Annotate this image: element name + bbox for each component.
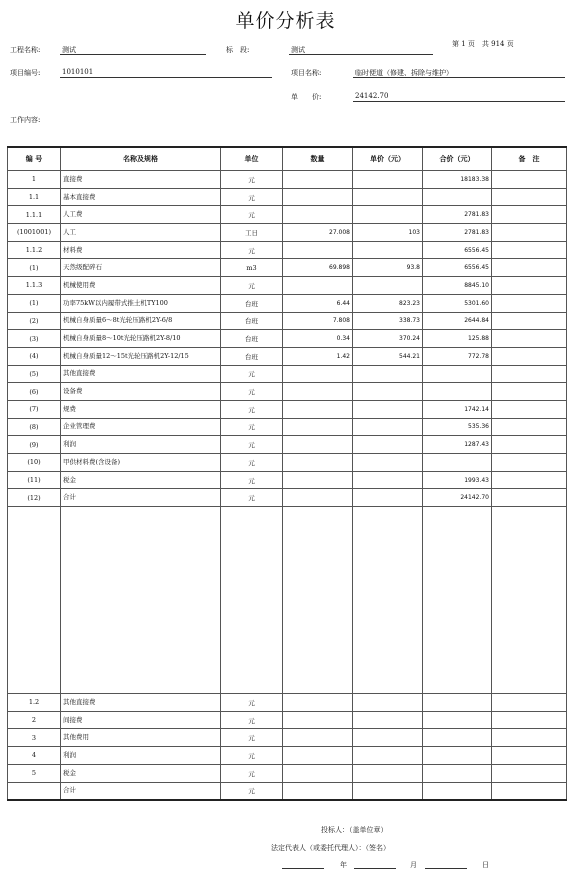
row-total [423, 747, 492, 765]
row-unit-price [353, 729, 423, 747]
representative-signature-label: 法定代表人（或委托代理人）：（签名） [271, 844, 390, 852]
underline [353, 101, 565, 102]
row-seq: (1) [8, 294, 61, 312]
row-quantity [283, 383, 353, 401]
row-unit: 元 [221, 383, 283, 401]
row-name: 甲供材料费(含设备) [61, 454, 221, 472]
row-unit-price [353, 764, 423, 782]
row-total: 8845.10 [423, 277, 492, 295]
row-unit-price [353, 782, 423, 800]
row-total [423, 365, 492, 383]
project-name-label: 工程名称: [10, 46, 41, 54]
column-header: 数量 [283, 147, 353, 171]
row-quantity: 0.34 [283, 330, 353, 348]
row-seq: 1.1.2 [8, 241, 61, 259]
table-row [8, 330, 567, 348]
row-remark [492, 711, 567, 729]
row-total: 2644.84 [423, 312, 492, 330]
row-total: 535.36 [423, 418, 492, 436]
row-unit: 元 [221, 365, 283, 383]
row-unit: 元 [221, 747, 283, 765]
table-row [8, 365, 567, 383]
table-row [8, 489, 567, 507]
row-unit-price [353, 400, 423, 418]
column-header: 名称及规格 [61, 147, 221, 171]
row-seq: (9) [8, 436, 61, 454]
row-unit: 台班 [221, 294, 283, 312]
row-remark [492, 418, 567, 436]
row-total [423, 764, 492, 782]
row-unit: 台班 [221, 330, 283, 348]
row-unit-price: 103 [353, 224, 423, 242]
work-content-label: 工作内容: [10, 116, 41, 124]
table-body [8, 171, 567, 507]
project-code-label: 项目编号: [10, 69, 41, 77]
row-unit-price [353, 277, 423, 295]
row-name: 利润 [61, 747, 221, 765]
column-header: 合价（元） [423, 147, 492, 171]
row-name: 天然级配碎石 [61, 259, 221, 277]
row-seq: (11) [8, 471, 61, 489]
row-remark [492, 764, 567, 782]
row-total: 125.88 [423, 330, 492, 348]
table-row [8, 277, 567, 295]
month-blank[interactable] [354, 868, 396, 869]
row-remark [492, 277, 567, 295]
unit-price-value: 24142.70 [355, 92, 389, 100]
table-row [8, 782, 567, 800]
table-row [8, 436, 567, 454]
table-row [8, 747, 567, 765]
item-name-value: 临时便道（修建、拆除与维护） [355, 69, 453, 77]
row-total [423, 782, 492, 800]
row-unit-price [353, 383, 423, 401]
row-seq: (4) [8, 347, 61, 365]
row-seq: 1.1.3 [8, 277, 61, 295]
row-seq: 2 [8, 711, 61, 729]
year-blank[interactable] [282, 868, 324, 869]
row-quantity [283, 471, 353, 489]
row-quantity [283, 711, 353, 729]
row-remark [492, 330, 567, 348]
row-unit: 元 [221, 171, 283, 189]
table-header-row [8, 147, 567, 171]
row-remark [492, 383, 567, 401]
row-unit: 元 [221, 729, 283, 747]
row-name: 设备费 [61, 383, 221, 401]
table-row [8, 171, 567, 189]
row-remark [492, 729, 567, 747]
row-total: 1742.14 [423, 400, 492, 418]
row-quantity [283, 489, 353, 507]
row-seq: 4 [8, 747, 61, 765]
day-blank[interactable] [425, 868, 467, 869]
row-name: 规费 [61, 400, 221, 418]
row-seq: 1 [8, 171, 61, 189]
row-quantity: 27.008 [283, 224, 353, 242]
row-total: 2781.83 [423, 206, 492, 224]
row-seq: 1.1.1 [8, 206, 61, 224]
row-remark [492, 436, 567, 454]
row-name: 间接费 [61, 711, 221, 729]
row-total [423, 694, 492, 712]
row-name: 机械使用费 [61, 277, 221, 295]
row-seq: (3) [8, 330, 61, 348]
row-seq: (12) [8, 489, 61, 507]
row-name: 合计 [61, 782, 221, 800]
row-unit-price [353, 365, 423, 383]
row-unit-price [353, 711, 423, 729]
table-body-summary [8, 694, 567, 801]
row-name: 其他直接费 [61, 694, 221, 712]
row-unit-price [353, 171, 423, 189]
row-quantity [283, 454, 353, 472]
table-row [8, 383, 567, 401]
row-total: 1993.43 [423, 471, 492, 489]
row-unit: 元 [221, 436, 283, 454]
row-remark [492, 294, 567, 312]
row-name: 机械自身质量6～8t光轮压路机2Y-6/8 [61, 312, 221, 330]
bidder-signature-label: 投标人：（盖单位章） [321, 826, 388, 834]
row-name: 税金 [61, 764, 221, 782]
row-unit-price [353, 418, 423, 436]
row-remark [492, 171, 567, 189]
row-unit: 元 [221, 277, 283, 295]
row-total: 2781.83 [423, 224, 492, 242]
row-name: 税金 [61, 471, 221, 489]
row-name: 人工 [61, 224, 221, 242]
table-row [8, 188, 567, 206]
section-value: 测试 [291, 46, 305, 54]
row-name: 其他直接费 [61, 365, 221, 383]
row-unit: 台班 [221, 347, 283, 365]
row-quantity [283, 171, 353, 189]
row-seq [8, 782, 61, 800]
underline [60, 77, 272, 78]
underline [60, 54, 206, 55]
row-unit: m3 [221, 259, 283, 277]
row-unit: 元 [221, 711, 283, 729]
row-seq: 1.2 [8, 694, 61, 712]
row-unit: 元 [221, 694, 283, 712]
row-quantity [283, 188, 353, 206]
row-seq: (1001001) [8, 224, 61, 242]
year-label: 年 [340, 861, 347, 869]
unit-price-label: 单 价: [291, 93, 322, 101]
row-remark [492, 365, 567, 383]
row-seq: 1.1 [8, 188, 61, 206]
column-header: 备 注 [492, 147, 567, 171]
row-remark [492, 312, 567, 330]
row-name: 机械自身质量8～10t光轮压路机2Y-8/10 [61, 330, 221, 348]
table-row [8, 694, 567, 712]
row-name: 直接费 [61, 171, 221, 189]
row-remark [492, 782, 567, 800]
row-unit-price [353, 206, 423, 224]
row-unit: 元 [221, 418, 283, 436]
table-row [8, 241, 567, 259]
item-name-label: 项目名称: [291, 69, 322, 77]
column-header: 单位 [221, 147, 283, 171]
row-seq: (8) [8, 418, 61, 436]
row-quantity [283, 241, 353, 259]
row-name: 人工费 [61, 206, 221, 224]
row-unit-price [353, 241, 423, 259]
row-name: 机械自身质量12～15t光轮压路机2Y-12/15 [61, 347, 221, 365]
row-unit: 元 [221, 188, 283, 206]
row-unit: 元 [221, 206, 283, 224]
row-unit-price: 338.73 [353, 312, 423, 330]
row-quantity [283, 418, 353, 436]
row-total: 5301.60 [423, 294, 492, 312]
row-seq: 5 [8, 764, 61, 782]
table-row [8, 400, 567, 418]
table-row [8, 206, 567, 224]
day-label: 日 [482, 861, 489, 869]
row-total: 6556.45 [423, 241, 492, 259]
table-row [8, 454, 567, 472]
month-label: 月 [410, 861, 417, 869]
row-unit-price [353, 747, 423, 765]
row-remark [492, 347, 567, 365]
row-quantity: 69.898 [283, 259, 353, 277]
row-unit-price: 544.21 [353, 347, 423, 365]
row-quantity [283, 747, 353, 765]
row-remark [492, 747, 567, 765]
row-unit-price [353, 489, 423, 507]
row-quantity: 7.808 [283, 312, 353, 330]
row-total [423, 383, 492, 401]
row-unit: 元 [221, 471, 283, 489]
row-name: 企业管理费 [61, 418, 221, 436]
row-remark [492, 259, 567, 277]
row-name: 材料费 [61, 241, 221, 259]
row-unit-price: 370.24 [353, 330, 423, 348]
underline [353, 77, 565, 78]
row-seq: (1) [8, 259, 61, 277]
blank-row [8, 507, 567, 694]
row-quantity [283, 694, 353, 712]
row-unit-price [353, 471, 423, 489]
project-name-value: 测试 [62, 46, 76, 54]
row-quantity: 6.44 [283, 294, 353, 312]
table-row [8, 312, 567, 330]
table-row [8, 294, 567, 312]
table-row [8, 224, 567, 242]
row-unit: 工日 [221, 224, 283, 242]
row-name: 其他费用 [61, 729, 221, 747]
underline [289, 54, 433, 55]
row-remark [492, 224, 567, 242]
page-title: 单价分析表 [235, 10, 336, 32]
row-unit-price [353, 436, 423, 454]
row-total: 24142.70 [423, 489, 492, 507]
row-seq: (2) [8, 312, 61, 330]
project-code-value: 1010101 [62, 68, 94, 76]
table-spacer [8, 507, 567, 694]
row-name: 利润 [61, 436, 221, 454]
row-unit: 元 [221, 764, 283, 782]
row-total [423, 454, 492, 472]
row-quantity [283, 436, 353, 454]
row-remark [492, 489, 567, 507]
row-unit: 元 [221, 241, 283, 259]
row-total [423, 729, 492, 747]
row-remark [492, 694, 567, 712]
row-total: 1287.43 [423, 436, 492, 454]
column-header: 编 号 [8, 147, 61, 171]
table-row [8, 418, 567, 436]
row-unit: 元 [221, 489, 283, 507]
table-row [8, 471, 567, 489]
row-quantity [283, 764, 353, 782]
row-quantity: 1.42 [283, 347, 353, 365]
row-total: 6556.45 [423, 259, 492, 277]
row-unit-price [353, 188, 423, 206]
row-remark [492, 471, 567, 489]
row-unit-price: 823.23 [353, 294, 423, 312]
table-row [8, 347, 567, 365]
row-total [423, 711, 492, 729]
table-row [8, 764, 567, 782]
table-row [8, 729, 567, 747]
row-seq: (7) [8, 400, 61, 418]
row-name: 合计 [61, 489, 221, 507]
row-name: 基本直接费 [61, 188, 221, 206]
row-quantity [283, 782, 353, 800]
row-unit: 元 [221, 400, 283, 418]
row-unit: 元 [221, 454, 283, 472]
row-quantity [283, 277, 353, 295]
row-quantity [283, 400, 353, 418]
row-unit: 台班 [221, 312, 283, 330]
row-seq: (5) [8, 365, 61, 383]
column-header: 单价（元） [353, 147, 423, 171]
analysis-table [7, 146, 567, 801]
row-seq: (10) [8, 454, 61, 472]
row-quantity [283, 206, 353, 224]
row-quantity [283, 365, 353, 383]
row-remark [492, 400, 567, 418]
page-indicator: 第 1 页 共 914 页 [452, 40, 514, 48]
row-total: 18183.38 [423, 171, 492, 189]
row-unit-price [353, 454, 423, 472]
row-unit: 元 [221, 782, 283, 800]
row-unit-price [353, 694, 423, 712]
row-seq: (6) [8, 383, 61, 401]
row-remark [492, 241, 567, 259]
row-total [423, 188, 492, 206]
row-quantity [283, 729, 353, 747]
section-label: 标 段: [226, 46, 250, 54]
row-remark [492, 188, 567, 206]
table-row [8, 711, 567, 729]
row-remark [492, 206, 567, 224]
row-total: 772.78 [423, 347, 492, 365]
row-name: 功率75kW以内履带式推土机TY100 [61, 294, 221, 312]
row-seq: 3 [8, 729, 61, 747]
row-remark [492, 454, 567, 472]
row-unit-price: 93.8 [353, 259, 423, 277]
table-row [8, 259, 567, 277]
